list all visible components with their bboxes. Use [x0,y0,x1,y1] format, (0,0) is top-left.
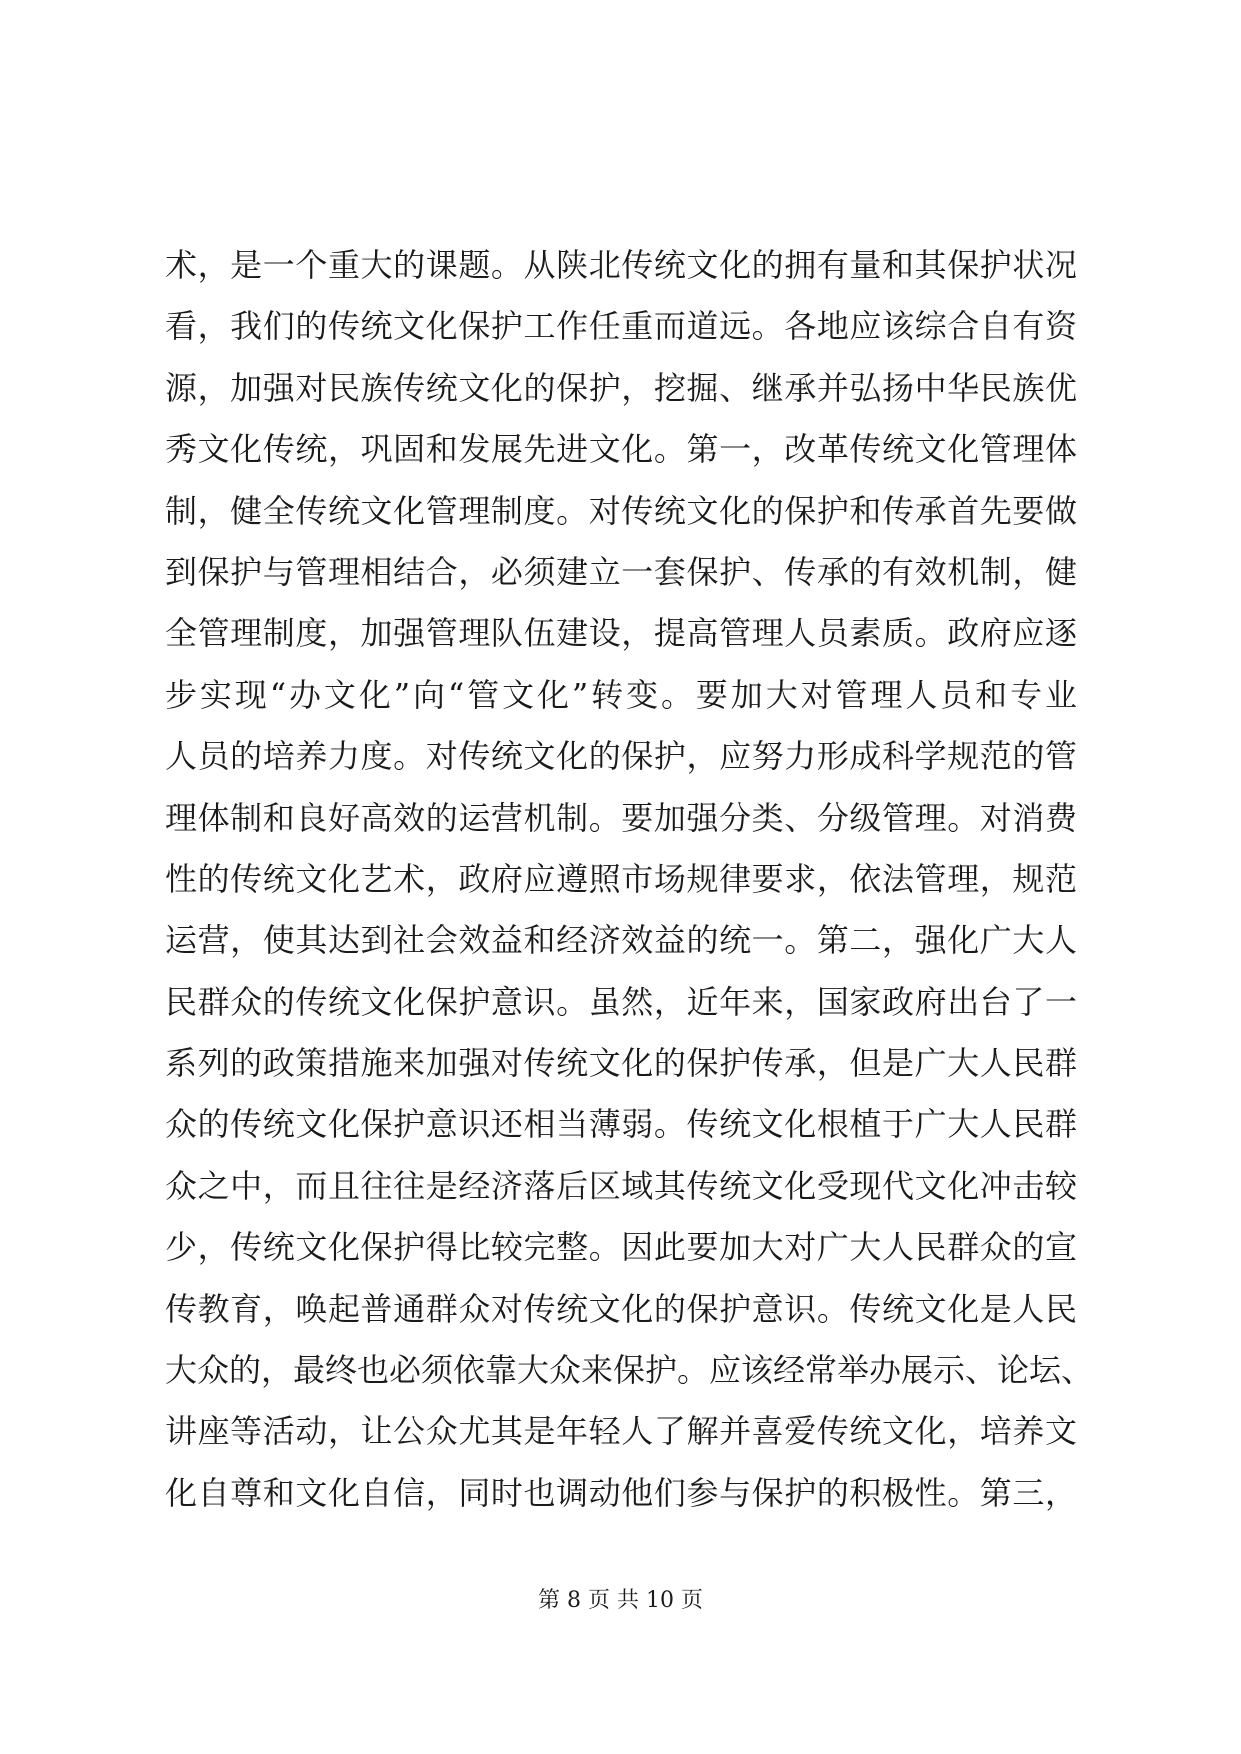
text-line: 秀文化传统，巩固和发展先进文化。第一，改革传统文化管理体 [165,430,1077,469]
text-line: 全管理制度，加强管理队伍建设，提高管理人员素质。政府应逐 [165,614,1077,653]
body-text [165,235,1094,1524]
text-line: 源，加强对民族传统文化的保护，挖掘、继承并弘扬中华民族优 [165,368,1077,407]
text-line: 众之中，而且往往是经济落后区域其传统文化受现代文化冲击较 [165,1166,1077,1205]
text-line: 步实现“办文化”向“管文化”转变。要加大对管理人员和专业 [165,675,1077,714]
text-line: 化自尊和文化自信，同时也调动他们参与保护的积极性。第三， [165,1473,1077,1512]
text-line: 人员的培养力度。对传统文化的保护，应努力形成科学规范的管 [165,737,1077,776]
text-line: 讲座等活动，让公众尤其是年轻人了解并喜爱传统文化，培养文 [165,1412,1077,1451]
text-line: 传教育，唤起普通群众对传统文化的保护意识。传统文化是人民 [165,1289,1077,1328]
text-line: 到保护与管理相结合，必须建立一套保护、传承的有效机制，健 [165,552,1077,591]
text-line: 看，我们的传统文化保护工作任重而道远。各地应该综合自有资 [165,307,1077,346]
text-line: 制，健全传统文化管理制度。对传统文化的保护和传承首先要做 [165,491,1077,530]
text-line: 性的传统文化艺术，政府应遵照市场规律要求，依法管理，规范 [165,859,1077,898]
text-line: 理体制和良好高效的运营机制。要加强分类、分级管理。对消费 [165,798,1077,837]
text-line: 系列的政策措施来加强对传统文化的保护传承，但是广大人民群 [165,1044,1077,1083]
text-line: 众的传统文化保护意识还相当薄弱。传统文化根植于广大人民群 [165,1105,1077,1144]
text-line: 大众的，最终也必须依靠大众来保护。应该经常举办展示、论坛、 [165,1351,1094,1390]
text-line: 民群众的传统文化保护意识。虽然，近年来，国家政府出台了一 [165,982,1077,1021]
text-line: 术，是一个重大的课题。从陕北传统文化的拥有量和其保护状况 [165,246,1077,284]
page-number-label: 第 8 页 共 10 页 [538,1588,703,1613]
text-line: 运营，使其达到社会效益和经济效益的统一。第二，强化广大人 [165,921,1077,960]
page-footer [0,1586,1241,1616]
text-line: 少，传统文化保护得比较完整。因此要加大对广大人民群众的宣 [165,1228,1077,1267]
